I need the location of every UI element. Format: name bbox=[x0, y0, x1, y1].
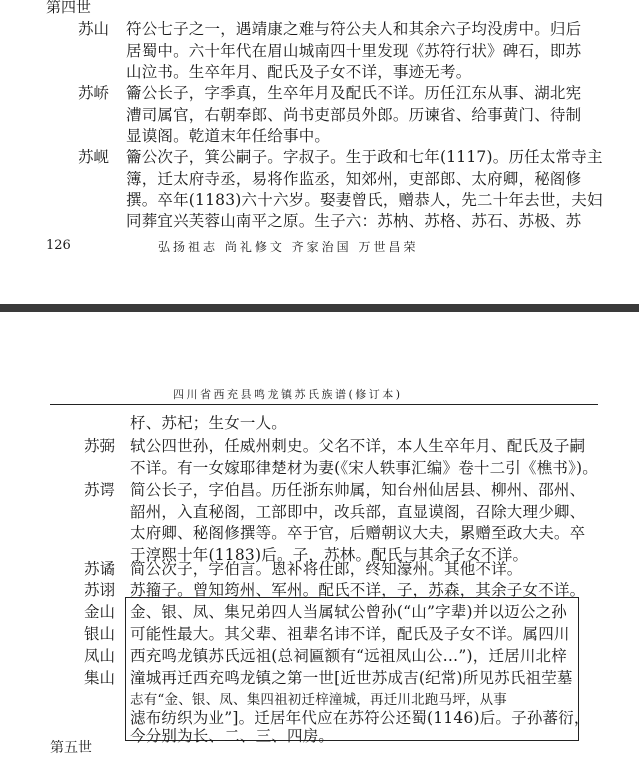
entry-name-su-bi: 苏弼 bbox=[84, 437, 116, 455]
boxed-text-line: 今分别为长、二、三、四房。 bbox=[130, 727, 335, 745]
entry-text-line: 于淳熙十年(1183)后。子，苏林。配氏与其余子女不详。 bbox=[130, 546, 529, 564]
continuation-line: 杍、苏杞；生女一人。 bbox=[130, 414, 288, 432]
boxed-text-line: 金、银、凤、集兄弟四人当属轼公曾孙(“山”字辈)并以迈公之孙 bbox=[130, 603, 567, 621]
group-name-feng-shan: 凤山 bbox=[84, 647, 116, 665]
boxed-text-line: 潼城再迁西充鸣龙镇之第一世[近世苏成吉(纪常)所见苏氏祖茔墓 bbox=[130, 669, 573, 687]
entry-name-su-e: 苏谔 bbox=[84, 481, 116, 499]
entry-text-line: 简公长子，字伯昌。历任浙东帅属，知台州仙居县、柳州、邵州、 bbox=[130, 481, 586, 499]
entry-text-line: 不详。有一女嫁耶律楚材为妻(《宋人轶事汇编》卷十二引《樵书》)。 bbox=[130, 459, 598, 477]
entry-text-line: 漕司属官，右朝奉郎、尚书吏部员外郎。历谏省、给事黄门、待制 bbox=[126, 106, 582, 124]
entry-text-line: 苏籀子。曾知筠州、军州。配氏不详，子，苏森，其余子女不详。 bbox=[130, 581, 586, 599]
entry-text-line: 簿，迁太府寺丞，易将作监丞，知郊州，吏部郎、太府卿，秘阁修 bbox=[126, 170, 582, 188]
entry-name-su-xian: 苏岘 bbox=[78, 148, 110, 166]
entry-text-line: 显谟阁。乾道末年任给事中。 bbox=[126, 127, 331, 145]
generation-heading: 第四世 bbox=[46, 0, 92, 16]
entry-text-line: 同葬宜兴芙蓉山南平之原。生子六：苏枘、苏格、苏石、苏极、苏 bbox=[126, 212, 582, 230]
running-header: 四川省西充县鸣龙镇苏氏族谱(修订本) bbox=[173, 388, 403, 401]
entry-text-line: 简公次子，字伯言。恩补将仕郎，终知濠州。其他不详。 bbox=[130, 560, 523, 578]
entry-name-su-shan: 苏山 bbox=[78, 20, 110, 38]
group-name-jin-shan: 金山 bbox=[84, 603, 116, 621]
partial-bottom-text: 第五世 bbox=[50, 740, 92, 756]
page-divider bbox=[0, 304, 639, 312]
entry-text-line: 韶州，入直秘阁，工部即中，改兵部，直显谟阁，召除大理少卿、 bbox=[130, 503, 586, 521]
boxed-text-line: 可能性最大。其父辈、祖辈名讳不详，配氏及子女不详。属四川 bbox=[130, 625, 570, 643]
entry-text-line: 籥公长子，字季真，生卒年月及配氏不详。历任江东从事、湖北宪 bbox=[126, 84, 582, 102]
footer-motto: 弘扬祖志 尚礼修文 齐家治国 万世昌荣 bbox=[158, 240, 419, 254]
header-rule bbox=[50, 404, 598, 405]
entry-name-su-xu: 苏诩 bbox=[84, 581, 116, 599]
group-name-ji-shan: 集山 bbox=[84, 669, 116, 687]
entry-text-line: 符公七子之一，遇靖康之难与符公夫人和其余六子均没虏中。归后 bbox=[126, 20, 582, 38]
entry-text-line: 轼公四世孙，任威州刺史。父名不详，本人生卒年月、配氏及子嗣 bbox=[130, 437, 586, 455]
page-number: 126 bbox=[46, 238, 71, 253]
boxed-text-line: 西充鸣龙镇苏氏远祖(总祠匾额有“远祖凤山公…”)，迁居川北梓 bbox=[130, 647, 567, 665]
entry-text-line: 居蜀中。六十年代在眉山城南四十里发现《苏符行状》碑石，即苏 bbox=[126, 42, 582, 60]
group-name-yin-shan: 银山 bbox=[84, 625, 116, 643]
boxed-text-line: 滤布纺织为业”]。迁居年代应在苏符公还蜀(1146)后。子孙蕃衍， bbox=[130, 709, 590, 727]
entry-text-line: 山泣书。生卒年月、配氏及子女不详，事迹无考。 bbox=[126, 63, 472, 81]
entry-text-line: 太府卿、秘阁修撰等。卒于官，后赠朝议大夫，累赠至政大夫。卒 bbox=[130, 524, 586, 542]
entry-text-line: 撰。卒年(1183)六十六岁。娶妻曾氏，赠恭人，先二十年去世，夫妇 bbox=[126, 191, 603, 209]
boxed-text-line: 志有“金、银、凤、集四祖初迁梓潼城，再迁川北跑马坪，从事 bbox=[130, 692, 508, 708]
entry-name-su-qiao: 苏峤 bbox=[78, 84, 110, 102]
entry-name-su-jue: 苏谲 bbox=[84, 560, 116, 578]
entry-text-line: 籥公次子，箕公嗣子。字叔子。生于政和七年(1117)。历任太常寺主 bbox=[126, 148, 603, 166]
